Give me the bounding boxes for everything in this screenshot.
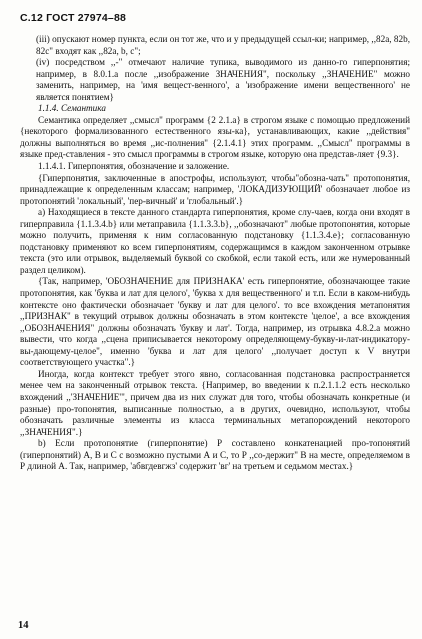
paragraph-hypernotions-note: {Гиперпонятия, заключенные в апострофы, используют, чтобы"обозна-чать" протопонятия, принадлежащие к определенным классам; например, 'ЛОКАДИЗУЮЩИЙ' обозначает любое из протопонятий 'локальный', 'пер-вичный' и 'глобальный'.} <box>20 172 410 206</box>
section-heading-hypernotions: 1.1.4.1. Гиперпонятия, обозначение и заложение. <box>38 161 230 172</box>
document-body <box>20 34 410 473</box>
page-header: С.12 ГОСТ 27974–88 <box>20 12 127 24</box>
page-number: 14 <box>18 620 29 631</box>
paragraph-a: а) Находящиеся в тексте данного стандарта гиперпонятия, кроме слу-чаев, когда они входят в гиперправила {1.1.3.4.b} или метаправила {1.1.3.3.b}, ,,обозначают" любые протопонятия, которые можно получить, применяя к ним согласованную подстановку {1.1.3.4.е}; согласованную подстановку применяют ко всем гиперпонятиям, содержащимся в каждом законченном отрывке текста (это или отрывок, выделяемый буквой со скобкой, если такой есть, или же нумерованный раздел целиком). <box>20 207 410 275</box>
paragraph-semantics: Семантика определяет ,,смысл" программ {2 2.1.а} в строгом языке с помощью предложений {некоторого формализованного естественного язы-ка}, устанавливающих, какие ,,действия" должны выполняться во время ,,ис-полнения" {2.1.4.1} этих программ. ,,Смысл" программы в языке пред-ставления - это смысл программы в строгом языке, которую она представ-ляет {9.3}. <box>20 114 410 160</box>
paragraph-b: b) Если протопонятие (гиперпонятие) Р составлено конкатенацией про-топонятий (гиперпонятий) А, В и С с возможно пустыми А и С, то Р ,,со-держит" В на месте, определяемом в Р длиной А. Так, например, 'абвгдевгжз' содержит 'вг' на третьем и седьмом местах.} <box>20 438 410 472</box>
paragraph-example: {Так, например, 'ОБОЗНАЧЕНИЕ для ПРИЗНАКА' есть гиперпонятие, обозначающее такие протопонятия, как 'буква и лат для целого', 'буква х для вещественного' и т.п. Если в каком-нибудь контексте оно фактически обозначает 'букву и лат для целого'. то все вхождения метапонятия ,,ПРИЗНАК" в текущий отрывок должны обозначать в этом контексте 'целое', а все вхождения ,,ОБОЗНАЧЕНИЯ" должны обозначать 'букву и лат'. Тогда, например, из отрывка 4.8.2.а можно вывести, что когда ,,сцена приписывается некоторому определяющему-букву-и-лат-индикатору-вы-дающему-целое", именно 'буква и лат для целого' ,,получает доступ к V внутри соответствующего участка".} <box>20 276 410 368</box>
paragraph-iii: (iii) опускают номер пункта, если он тот же, что и у предыдущей ссыл-ки; например, ,,82а, 82b, 82с" входят как ,,82а, b, c"; <box>36 34 410 56</box>
paragraph-iv: (iv) посредством ,,-" отмечают наличие тупика, выводимого из данно-го гиперпонятия; например, в 8.0.1.а после ,,изображение ЗНАЧЕНИЯ", поскольку ,,ЗНАЧЕНИЕ" можно заменить, например, на 'имя вещест-венного', а 'изображение имени вещественного' не является понятием} <box>36 57 410 102</box>
paragraph-context: Иногда, когда контекст требует этого явно, согласованная подстановка распространяется менее чем на законченный отрывок текста. {Например, во введении к п.2.1.1.2 есть несколько вхождений ,,'ЗНАЧЕНИЕ'", причем два из них служат для того, чтобы обозначать конкретные (и разные) про-топонятия, выписанные полностью, а в других, очевидно, используют, чтобы обозначать различные элементы из класса терминальных метапорождений некоторого ,,ЗНАЧЕНИЯ".} <box>20 368 410 437</box>
section-heading-semantics: 1.1.4. Семантика <box>38 103 106 114</box>
